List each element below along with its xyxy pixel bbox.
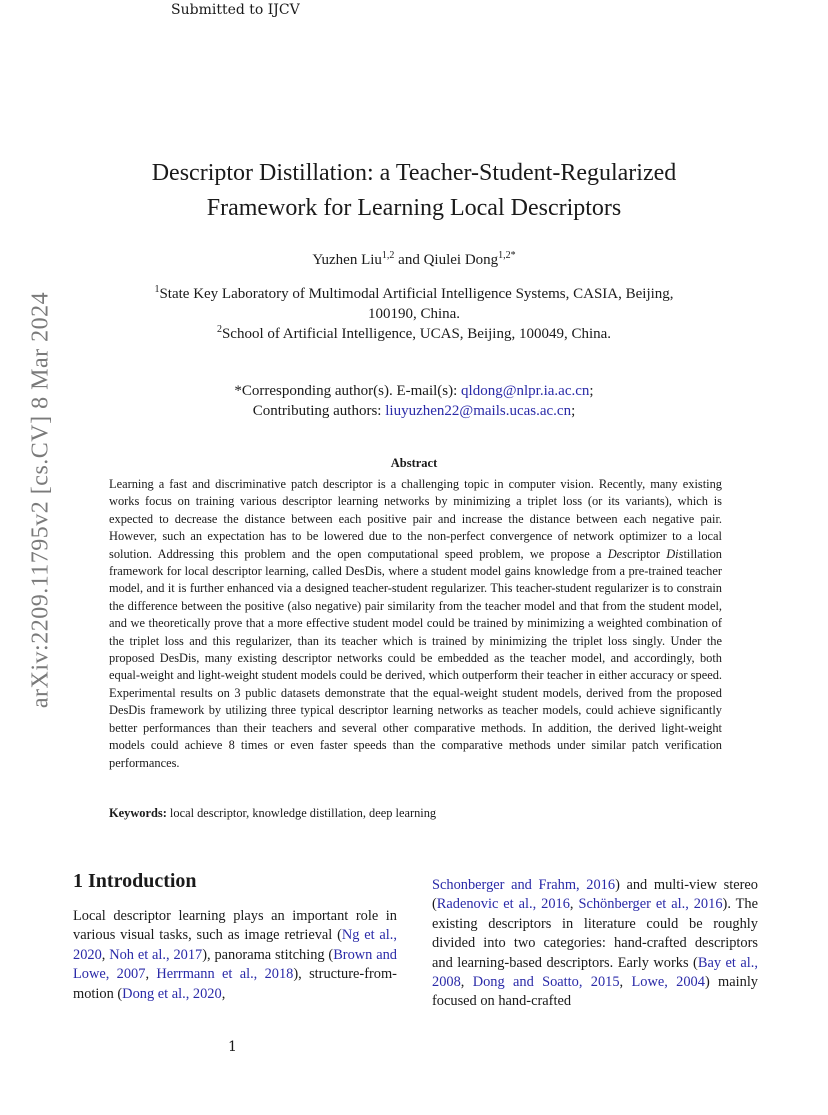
- contributing-authors: [80, 401, 748, 421]
- page-number: 1: [228, 1039, 237, 1055]
- citation-link[interactable]: Noh et al., 2017: [109, 946, 203, 963]
- keywords-label: Keywords:: [109, 806, 167, 820]
- abstract-emph-des: Des: [607, 546, 627, 561]
- citation-link[interactable]: Brown and Lowe, 2007: [73, 946, 397, 983]
- citation-link[interactable]: Dong and Soatto, 2015: [472, 974, 620, 991]
- citation-link[interactable]: Dong et al., 2020: [122, 985, 222, 1002]
- affiliation-2-mark: 2: [216, 324, 222, 335]
- contributing-label: Contributing authors:: [252, 403, 386, 419]
- contributing-email-link[interactable]: liuyuzhen22@mails.ucas.ac.cn: [385, 403, 572, 419]
- affiliation-1-mark: 1: [154, 284, 160, 295]
- corresponding-author: [80, 381, 748, 401]
- abstract-emph-dis: Dis: [666, 546, 684, 561]
- citation-link[interactable]: Schonberger and Frahm, 2016: [432, 877, 616, 893]
- intro-right-text-2: ). The existing descriptors in literature could be roughly divided into two categories: hand-crafted descriptors and learning-based descriptors. Early works (: [432, 896, 758, 971]
- citation-link[interactable]: Radenovic et al., 2016: [436, 896, 570, 913]
- paper-title: [80, 156, 748, 226]
- title-line-1: Descriptor Distillation: a Teacher-Student-Regularized: [151, 160, 677, 186]
- corresponding-email-link[interactable]: qldong@nlpr.ia.ac.cn: [461, 383, 590, 399]
- citation-link[interactable]: Herrmann et al., 2018: [156, 966, 294, 983]
- citation-link[interactable]: Bay et al., 2008: [432, 954, 759, 991]
- intro-left-text-4: ,: [221, 985, 226, 1002]
- abstract-text-1: Learning a fast and discriminative patch descriptor is a challenging topic in computer vision. Recently, many existing works focus on training various descriptor learning networks by minimizing a triplet loss (or its variants), which is expected to decrease the distance between each positive pair and increase the distance between each negative pair. However, such an expectation has to be lowered due to the non-perfect convergence of network optimizer to a local solution. Addressing this problem and the open computational speed problem, we propose a: [109, 477, 722, 561]
- affiliation-2-text: School of Artificial Intelligence, UCAS, Beijing, 100049, China.: [221, 326, 612, 342]
- citation-separator: ,: [619, 974, 632, 991]
- affiliation-1-line-2: 100190, China.: [367, 306, 461, 322]
- citation-separator: ,: [101, 946, 110, 963]
- section-heading-introduction: 1 Introduction: [73, 870, 197, 892]
- affiliation-1-line-1: State Key Laboratory of Multimodal Artificial Intelligence Systems, CASIA, Beijing,: [159, 286, 674, 302]
- intro-column-left: [73, 907, 397, 1004]
- intro-right-text-1: ) and multi-view stereo (: [432, 877, 758, 913]
- contributing-end: ;: [571, 403, 576, 419]
- corresponding-end: ;: [589, 383, 594, 399]
- citation-separator: ,: [569, 896, 579, 913]
- arxiv-stamp-text: arXiv:2209.11795v2 [cs.CV] 8 Mar 2024: [27, 291, 54, 709]
- citation-separator: ,: [460, 974, 473, 991]
- title-line-2: Framework for Learning Local Descriptors: [206, 195, 622, 221]
- affiliation-2: [90, 324, 738, 344]
- abstract-heading: Abstract: [390, 456, 438, 470]
- citation-link[interactable]: Schönberger et al., 2016: [578, 896, 723, 913]
- arxiv-stamp: [24, 240, 58, 760]
- author-2-affil: 1,2*: [498, 250, 516, 261]
- intro-left-text-1: Local descriptor learning plays an important role in various visual tasks, such as image retrieval (: [73, 908, 397, 944]
- contact-info: [80, 381, 748, 421]
- intro-left-text-3: ), structure-from-motion (: [73, 966, 397, 1002]
- keywords-text: local descriptor, knowledge distillation, deep learning: [166, 806, 437, 820]
- corresponding-label: *Corresponding author(s). E-mail(s):: [234, 383, 462, 399]
- intro-right-text-3: ) mainly focused on hand-crafted: [432, 974, 759, 1010]
- affiliations: [90, 284, 738, 344]
- author-2: Qiulei Dong: [423, 252, 499, 268]
- intro-left-text-2: ), panorama stitching (: [202, 946, 334, 963]
- abstract-text-mid: criptor: [626, 546, 667, 561]
- citation-link[interactable]: Ng et al., 2020: [73, 927, 397, 963]
- author-1-affil: 1,2: [381, 250, 395, 261]
- abstract-body: [109, 476, 722, 772]
- running-header: Submitted to IJCV: [171, 2, 300, 18]
- author-list: [80, 252, 748, 269]
- citation-separator: ,: [145, 966, 157, 983]
- author-connector: and: [394, 252, 424, 268]
- citation-link[interactable]: Lowe, 2004: [631, 974, 705, 991]
- author-1: Yuzhen Liu: [312, 252, 382, 268]
- affiliation-1: [90, 284, 738, 304]
- abstract-text-2: tillation framework for local descriptor learning, called DesDis, where a student model gains knowledge from a pre-trained teacher model, and it is further enhanced via a designed teacher-student regularizer. This teacher-student regularizer is to constrain the difference between the positive (also negative) pair similarity from the teacher model and that from the student model, and we theoretically prove that a more effective student model could be trained by minimizing a weighted combination of the triplet loss and this regularizer, than its teacher which is trained by minimizing the triplet loss singly. Under the proposed DesDis, many existing descriptor networks could be embedded as the teacher model, and accordingly, both equal-weight and light-weight student models could be derived, which outperform their teacher in either accuracy or speed. Experimental results on 3 public datasets demonstrate that the equal-weight student models, derived from the proposed DesDis framework by utilizing three typical descriptor learning networks as teacher models, could achieve significantly better performances than their teachers and several other comparative methods. In addition, the derived light-weight models could achieve 8 times or even faster speeds than the comparative methods under similar patch verification performances.: [109, 546, 722, 770]
- keywords: [109, 806, 722, 821]
- intro-column-right: [432, 876, 758, 1012]
